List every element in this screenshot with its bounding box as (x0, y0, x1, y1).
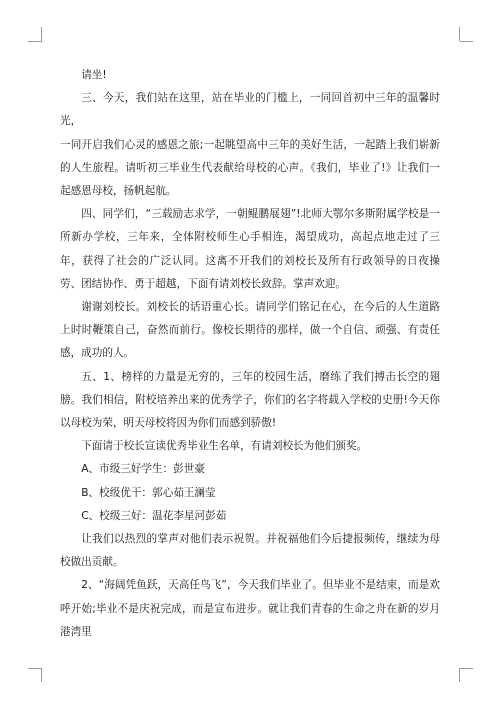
document-body (60, 64, 440, 644)
paragraph-section-four: 四、同学们，“三载励志求学，一朝鲲鹏展翅”!北师大鄂尔多斯附属学校是一所新办学校，三年来，全体附校师生心手相连，渴望成功，高起点地走过了三年，获得了社会的广泛认同。这离不开我们的刘校长及所有行政领导的日夜操劳、团结协作、勇于超越，下面有请刘校长致辞。掌声欢迎。 (60, 208, 440, 290)
list-item-award-a: A、市级三好学生：彭世豪 (81, 463, 205, 476)
crop-mark-bottom-left-horizontal (28, 668, 42, 669)
paragraph-section-five: 五、1、榜样的力量是无穷的，三年的校园生活，磨练了我们搏击长空的翅膀。我们相信，附校培养出来的优秀学子，你们的名字将载入学校的史册!今天你以母校为荣，明天母校将因为你们而感到骄傲! (60, 370, 440, 430)
list-item-award-c: C、校级三好：温花李星河彭茹 (81, 509, 227, 522)
crop-mark-top-right-horizontal (460, 41, 473, 42)
paragraph-graduation: 2、“海阔凭鱼跃，天高任鸟飞”，今天我们毕业了。但毕业不是结束，而是欢呼开始;毕业不是庆祝完成，而是宣布进步。就让我们青春的生命之舟在新的岁月港湾里 (60, 579, 440, 638)
crop-mark-bottom-right-vertical (459, 668, 460, 682)
crop-mark-bottom-left-vertical (41, 668, 42, 682)
crop-mark-top-left-horizontal (28, 41, 42, 42)
paragraph-congratulations: 让我们以热烈的掌声对他们表示祝贺。并祝福他们今后捷报频传，继续为母校做出贡献。 (60, 533, 440, 569)
paragraph-award-intro: 下面请于校长宣读优秀毕业生名单，有请刘校长为他们颁奖。 (81, 440, 368, 453)
crop-mark-top-left-vertical (41, 27, 42, 41)
paragraph-please-sit: 请坐! (81, 69, 107, 81)
paragraph-section-three-continued: 一同开启我们心灵的感恩之旅;一起眺望高中三年的美好生活，一起踏上我们崭新的人生旅程。请听初三毕业生代表献给母校的心声。《我们，毕业了!》让我们一起感恩母校，扬帆起航。 (60, 138, 440, 198)
list-item-award-b: B、校级优干：郭心茹王澜莹 (81, 486, 216, 499)
crop-mark-bottom-right-horizontal (460, 668, 473, 669)
crop-mark-top-right-vertical (459, 27, 460, 41)
paragraph-section-three: 三、今天，我们站在这里，站在毕业的门槛上，一同回首初中三年的温馨时光， (60, 92, 440, 128)
paragraph-thanks-principal: 谢谢刘校长。刘校长的话语重心长。请同学们铭记在心，在今后的人生道路上时时鞭策自己，奋然而前行。像校长期待的那样，做一个自信、顽强、有责任感，成功的人。 (60, 301, 440, 360)
